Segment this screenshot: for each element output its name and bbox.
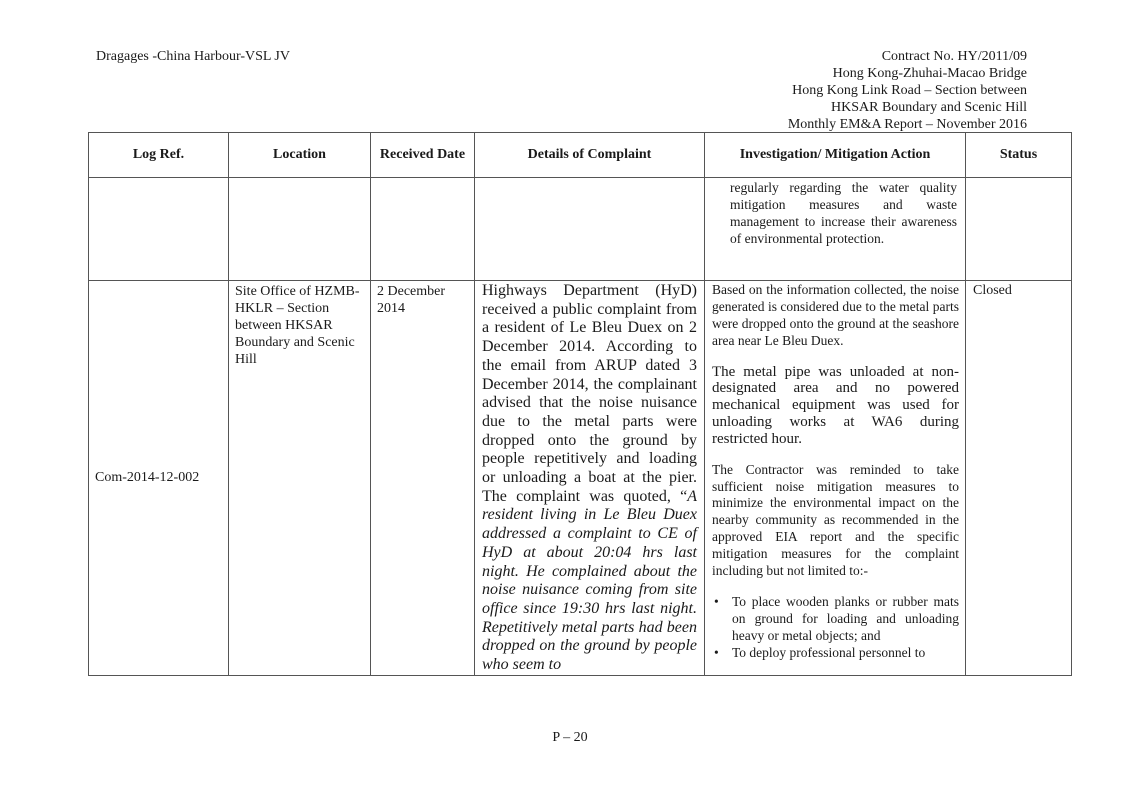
report-title: Monthly EM&A Report – November 2016: [787, 117, 1027, 132]
cell-location: [229, 178, 371, 281]
cell-details: [475, 281, 705, 676]
cell-received-date: [371, 178, 475, 281]
list-item: • To place wooden planks or rubber mats on ground for loading and unloading heavy or metal objects; and: [714, 593, 959, 643]
details-quote: A resident living in Le Bleu Duex addressed a complaint to CE of HyD at about 20:04 hrs last night. He complained about the noise nuisance coming from site office since 19:30 hrs last night. Repetitively metal parts had been dropped on the ground by people who seem to: [482, 487, 697, 674]
column-header-details: Details of Complaint: [475, 133, 705, 178]
investigation-paragraph-2: The metal pipe was unloaded at non-designated area and no powered mechanical equipment was used for unloading works at WA6 during restricted hour.: [712, 363, 959, 447]
details-text: Highways Department (HyD) received a public complaint from a resident of Le Bleu Duex on 2 December 2014. According to the email from ARUP dated 3 December 2014, the complainant advised that the noise nuisance due to the metal parts were dropped onto the ground by people repetitively and loading or unloading a boat at the pier. The complaint was quoted, “: [482, 282, 697, 505]
cell-status: Closed: [966, 281, 1072, 676]
page-number: P – 20: [552, 730, 588, 745]
cell-status: [966, 178, 1072, 281]
cell-log-ref: [89, 178, 229, 281]
complaint-log-table: [88, 132, 1072, 676]
column-header-investigation: Investigation/ Mitigation Action: [705, 133, 966, 178]
investigation-paragraph-3: The Contractor was reminded to take sufficient noise mitigation measures to minimize the environmental impact on the nearby community as recommended in the approved EIA report and the specific mitigation measures for the complaint including but not limited to:-: [712, 461, 959, 579]
project-section-extent: HKSAR Boundary and Scenic Hill: [831, 100, 1027, 115]
bullet-icon: •: [714, 593, 719, 609]
column-header-status: Status: [966, 133, 1072, 178]
table-row-continued: [89, 178, 1072, 281]
company-name: Dragages -China Harbour-VSL JV: [96, 49, 290, 64]
column-header-location: Location: [229, 133, 371, 178]
bullet-icon: •: [714, 644, 719, 660]
project-section: Hong Kong Link Road – Section between: [792, 83, 1027, 98]
list-item: • To deploy professional personnel to: [714, 644, 926, 660]
investigation-paragraph-1: Based on the information collected, the noise generated is considered due to the metal parts were dropped onto the ground at the seashore area near Le Bleu Duex.: [712, 282, 959, 348]
cell-details: [475, 178, 705, 281]
column-header-log-ref: Log Ref.: [89, 133, 229, 178]
cell-location: Site Office of HZMB-HKLR – Section between HKSAR Boundary and Scenic Hill: [229, 281, 371, 676]
project-name: Hong Kong-Zhuhai-Macao Bridge: [832, 66, 1027, 81]
mitigation-list: [712, 594, 959, 662]
cell-investigation: [705, 281, 966, 676]
cell-investigation: regularly regarding the water quality mitigation measures and waste management to increase their awareness of environmental protection.: [705, 178, 966, 281]
contract-number: Contract No. HY/2011/09: [881, 49, 1027, 64]
cell-received-date: 2 December 2014: [371, 281, 475, 676]
report-header: [788, 48, 1027, 133]
column-header-received-date: Received Date: [371, 133, 475, 178]
cell-log-ref: Com-2014-12-002: [89, 281, 229, 676]
table-header-row: [89, 133, 1072, 178]
table-row: [89, 281, 1072, 676]
